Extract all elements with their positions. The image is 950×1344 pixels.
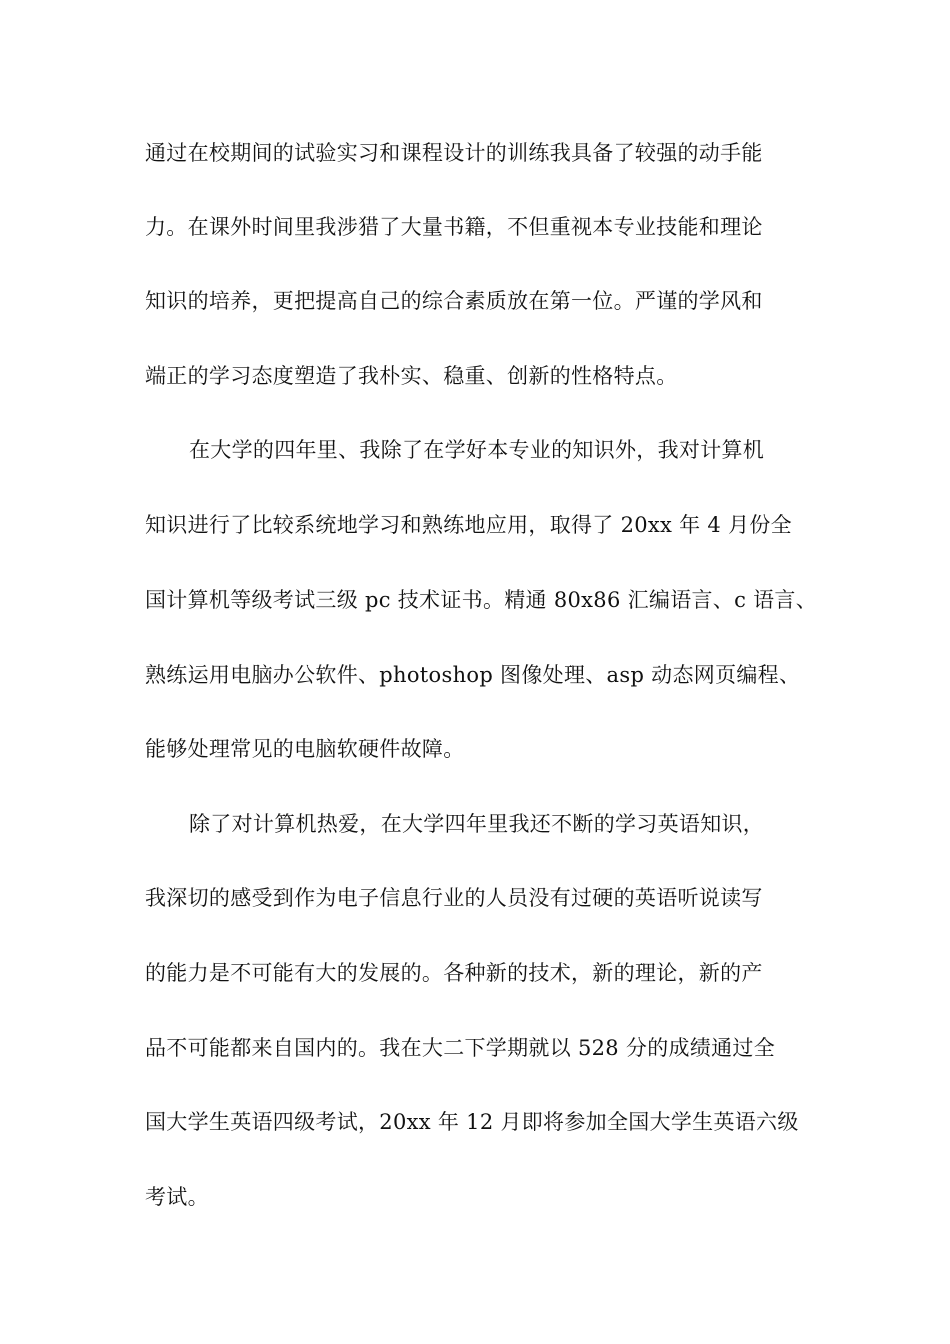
text-line: 在大学的四年里、我除了在学好本专业的知识外，我对计算机 xyxy=(189,438,765,462)
text-line: 国大学生英语四级考试，20xx 年 12 月即将参加全国大学生英语六级 xyxy=(145,1110,799,1134)
text-line: 国计算机等级考试三级 pc 技术证书。精通 80x86 汇编语言、c 语言、 xyxy=(145,588,818,612)
text-line: 通过在校期间的试验实习和课程设计的训练我具备了较强的动手能 xyxy=(145,141,763,165)
text-line: 我深切的感受到作为电子信息行业的人员没有过硬的英语听说读写 xyxy=(145,886,763,910)
text-line: 考试。 xyxy=(145,1185,209,1209)
text-line: 知识进行了比较系统地学习和熟练地应用，取得了 20xx 年 4 月份全 xyxy=(145,513,792,537)
text-line: 熟练运用电脑办公软件、photoshop 图像处理、asp 动态网页编程、 xyxy=(145,663,801,687)
text-line: 能够处理常见的电脑软硬件故障。 xyxy=(145,737,465,761)
text-line: 端正的学习态度塑造了我朴实、稳重、创新的性格特点。 xyxy=(145,364,678,388)
text-line: 品不可能都来自国内的。我在大二下学期就以 528 分的成绩通过全 xyxy=(145,1036,776,1060)
text-line: 除了对计算机热爱，在大学四年里我还不断的学习英语知识， xyxy=(189,812,765,836)
text-line: 力。在课外时间里我涉猎了大量书籍，不但重视本专业技能和理论 xyxy=(145,215,763,239)
text-line: 的能力是不可能有大的发展的。各种新的技术，新的理论，新的产 xyxy=(145,961,763,985)
text-line: 知识的培养，更把提高自己的综合素质放在第一位。严谨的学风和 xyxy=(145,289,763,313)
